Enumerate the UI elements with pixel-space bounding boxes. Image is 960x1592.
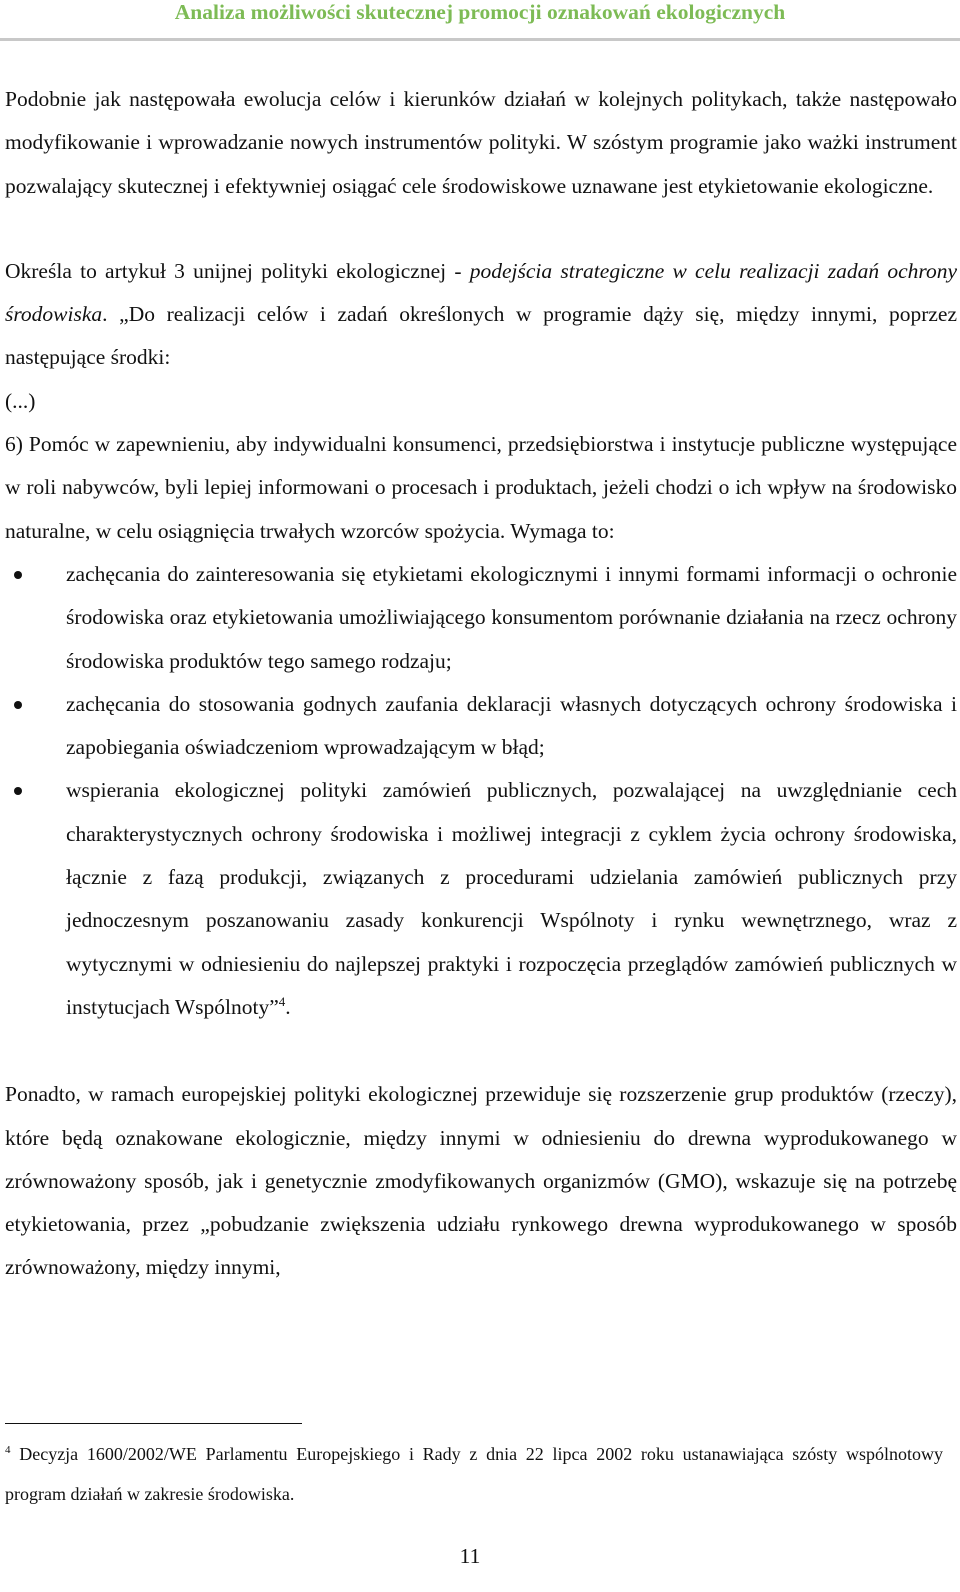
measures-list <box>5 553 957 1029</box>
footnote-body: Decyzja 1600/2002/WE Parlamentu Europejskiego i Rady z dnia 22 lipca 2002 roku ustanawiająca szósty wspólnotowy program działań w zakresie środowiska. <box>5 1444 943 1504</box>
footnote-number: 4 <box>5 1444 11 1456</box>
page-number: 11 <box>459 1544 481 1568</box>
article-3-lead: Określa to artykuł 3 unijnej polityki ekologicznej - <box>5 258 470 283</box>
footnote-divider <box>5 1423 302 1424</box>
paragraph-article-3 <box>5 250 957 380</box>
footnote-text <box>5 1434 943 1514</box>
paragraph-product-groups: Ponadto, w ramach europejskiej polityki ekologicznej przewiduje się rozszerzenie grup produktów (rzeczy), które będą oznakowane ekologicznie, między innymi w odniesieniu do drewna wyprodukowanego w zrównoważony sposób, jak i genetycznie zmodyfikowanych organizmów (GMO), wskazuje się na potrzebę etykietowania, przez „pobudzanie zwiększenia udziału rynkowego drewna wyprodukowanego w sposób zrównoważony, między innymi, <box>5 1082 957 1280</box>
list-item-text: wspierania ekologicznej polityki zamówień publicznych, pozwalającej na uwzględnianie cech charakterystycznych ochrony środowiska i możliwej integracji z cyklem życia ochrony środowiska, łącznie z fazą produkcji, związanych z procedurami udzielania zamówień publicznych przy jednoczesnym poszanowaniu zasady konkurencji Wspólnoty i rynku wewnętrznego, wraz z wytycznymi w odniesieniu do najlepszej praktyki i rozpoczęcia przeglądów zamówień publicznych w instytucjach Wspólnoty” <box>66 778 957 1019</box>
paragraph-point-6: 6) Pomóc w zapewnieniu, aby indywidualni konsumenci, przedsiębiorstwa i instytucje publiczne występujące w roli nabywców, byli lepiej informowani o procesach i produktach, jeżeli chodzi o ich wpływ na środowisko naturalne, w celu osiągnięcia trwałych wzorców spożycia. Wymaga to: <box>5 432 957 543</box>
list-item <box>5 769 957 1029</box>
main-text <box>5 78 957 1290</box>
page-header <box>0 0 960 36</box>
bullet-icon <box>14 701 22 709</box>
footnote-reference[interactable]: 4 <box>278 993 286 1009</box>
list-item-end: . <box>285 994 291 1019</box>
footnote <box>5 1434 943 1514</box>
header-divider <box>0 38 960 41</box>
bullet-icon <box>14 787 22 795</box>
ellipsis: (...) <box>5 388 36 413</box>
bullet-icon <box>14 571 22 579</box>
paragraph-evolution: Podobnie jak następowała ewolucja celów i kierunków działań w kolejnych politykach, także następowało modyfikowanie i wprowadzanie nowych instrumentów polityki. W szóstym programie jako ważki instrument pozwalający skutecznej i efektywniej osiągać cele środowiskowe uznawane jest etykietowanie ekologiczne. <box>5 87 957 198</box>
running-header-title: Analiza możliwości skutecznej promocji oznakowań ekologicznych <box>174 0 786 24</box>
list-item-text: zachęcania do zainteresowania się etykietami ekologicznymi i innymi formami informacji o ochronie środowiska oraz etykietowania umożliwiającego konsumentom porównanie działania na rzecz ochrony środowiska produktów tego samego rodzaju; <box>66 561 957 673</box>
list-item <box>5 553 957 683</box>
list-item <box>5 683 957 770</box>
article-3-quote-start: . „Do realizacji celów i zadań określonych w programie dąży się, między innymi, poprzez następujące środki: <box>5 302 957 370</box>
article-3-italic-title: podejścia strategiczne w celu realizacji zadań ochrony środowiska <box>5 258 958 327</box>
list-item-text: zachęcania do stosowania godnych zaufania deklaracji własnych dotyczących ochrony środowiska i zapobiegania oświadczeniom wprowadzającym w błąd; <box>66 691 957 760</box>
